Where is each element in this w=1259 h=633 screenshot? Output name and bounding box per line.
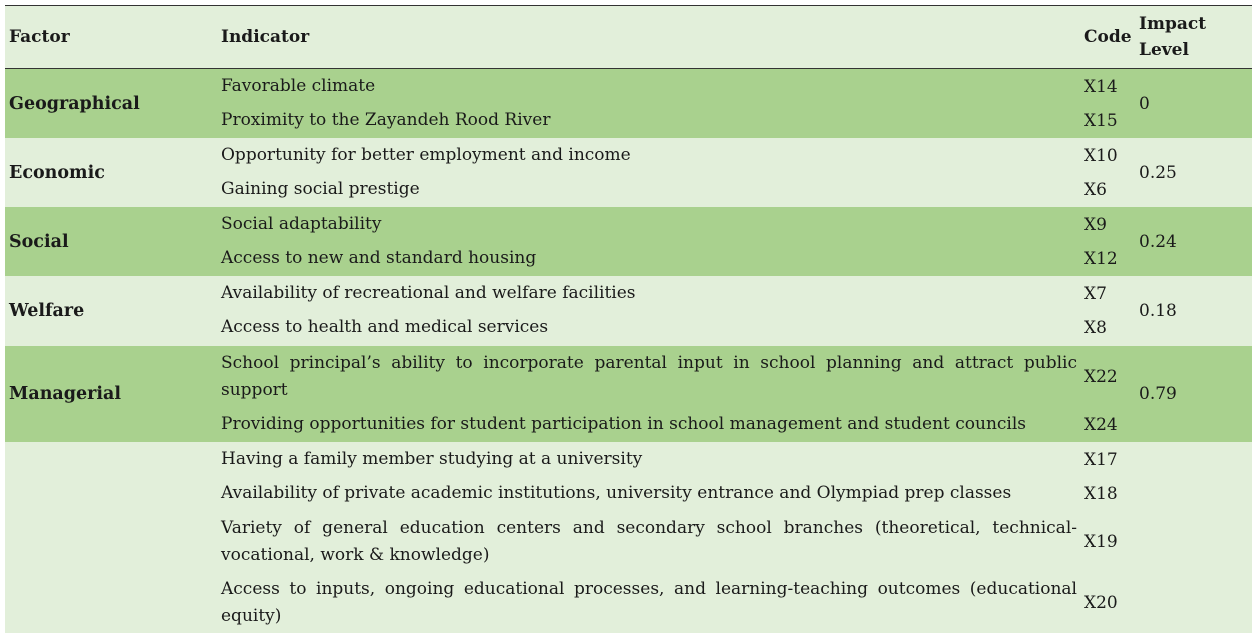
header-impact-line2: Level bbox=[1139, 40, 1189, 60]
code-cell: X20 bbox=[1084, 593, 1118, 613]
indicator-cell: Providing opportunities for student participation in school management and student councils bbox=[221, 414, 1027, 434]
code-cell: X6 bbox=[1084, 179, 1107, 200]
code-cell: X18 bbox=[1084, 483, 1118, 504]
indicator-cell: Access to health and medical services bbox=[221, 317, 549, 337]
header-code: Code bbox=[1084, 27, 1132, 47]
impact-level: 0.24 bbox=[1139, 231, 1177, 252]
code-cell: X9 bbox=[1084, 214, 1107, 235]
header-factor: Factor bbox=[9, 27, 70, 47]
factor-label: Managerial bbox=[9, 384, 121, 404]
indicator-cell: Gaining social prestige bbox=[221, 179, 420, 199]
indicator-cell: Proximity to the Zayandeh Rood River bbox=[221, 110, 551, 130]
header-indicator: Indicator bbox=[221, 27, 310, 47]
indicator-cell: School principal’s ability to incorporate parental input in school planning and attract public support bbox=[221, 353, 1077, 400]
group-welfare bbox=[5, 276, 1252, 346]
factor-label: Welfare bbox=[9, 301, 85, 321]
group-education bbox=[5, 442, 1252, 633]
factor-label: Geographical bbox=[9, 93, 140, 114]
impact-level: 0.18 bbox=[1139, 301, 1177, 321]
code-cell: X15 bbox=[1084, 110, 1118, 131]
factor-label: Economic bbox=[9, 162, 105, 183]
indicator-cell: Having a family member studying at a university bbox=[221, 449, 643, 469]
group-managerial bbox=[5, 346, 1252, 442]
group-geographical bbox=[5, 69, 1252, 138]
code-cell: X24 bbox=[1084, 414, 1118, 435]
code-cell: X14 bbox=[1084, 76, 1118, 97]
code-cell: X19 bbox=[1084, 532, 1118, 552]
indicator-cell: Opportunity for better employment and income bbox=[221, 145, 631, 165]
code-cell: X8 bbox=[1084, 317, 1107, 338]
code-cell: X17 bbox=[1084, 449, 1118, 470]
impact-level: 0 bbox=[1139, 93, 1150, 114]
indicator-cell: Social adaptability bbox=[221, 214, 382, 234]
indicator-cell: Availability of private academic institutions, university entrance and Olympiad prep classes bbox=[221, 483, 1012, 503]
indicator-cell: Variety of general education centers and secondary school branches (theoretical, technical-vocational, work & knowledge) bbox=[221, 518, 1077, 565]
factor-label: Social bbox=[9, 231, 69, 252]
impact-level: 0.79 bbox=[1139, 384, 1177, 404]
code-cell: X12 bbox=[1084, 248, 1118, 269]
code-cell: X7 bbox=[1084, 283, 1107, 304]
indicator-cell: Favorable climate bbox=[221, 76, 376, 96]
code-cell: X10 bbox=[1084, 145, 1118, 166]
indicator-cell: Availability of recreational and welfare facilities bbox=[221, 283, 636, 303]
table-header bbox=[5, 6, 1252, 69]
impact-level: 0.25 bbox=[1139, 162, 1177, 183]
header-impact-line1: Impact bbox=[1139, 14, 1207, 34]
group-economic bbox=[5, 138, 1252, 207]
code-cell: X22 bbox=[1084, 367, 1118, 387]
factor-table bbox=[5, 5, 1252, 633]
group-social bbox=[5, 207, 1252, 276]
indicator-cell: Access to inputs, ongoing educational processes, and learning-teaching outcomes (educational equity) bbox=[221, 579, 1077, 626]
indicator-cell: Access to new and standard housing bbox=[221, 248, 537, 268]
